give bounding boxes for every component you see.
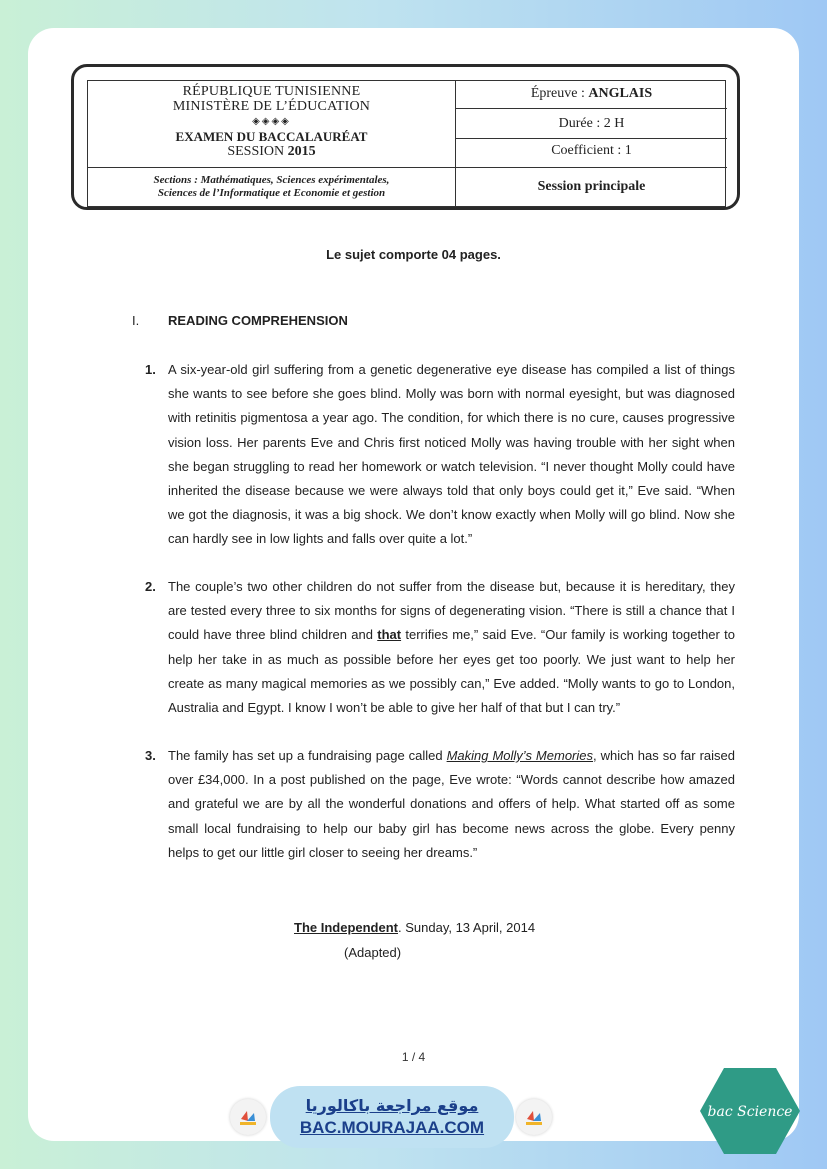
adapted-note: (Adapted) bbox=[344, 945, 402, 960]
epreuve-label: Épreuve : bbox=[530, 86, 585, 101]
source-citation bbox=[294, 920, 535, 935]
session-type-cell: Session principale bbox=[537, 179, 646, 194]
subject-name: ANGLAIS bbox=[588, 86, 653, 101]
section-heading bbox=[132, 313, 348, 328]
page-count-note: Le sujet comporte 04 pages. bbox=[326, 247, 501, 262]
paragraph-1 bbox=[145, 358, 735, 552]
paragraph-3 bbox=[145, 744, 735, 865]
sections-line-1: Sections : Mathématiques, Sciences expérimentales, bbox=[153, 174, 390, 186]
site-link[interactable]: BAC.MOURAJAA.COM bbox=[299, 1118, 485, 1137]
bac-science-badge bbox=[698, 1066, 802, 1156]
header-institution-block bbox=[88, 81, 456, 168]
paragraph-text: The family has set up a fundraising page called bbox=[168, 748, 447, 763]
badge-text: bac Science bbox=[707, 1104, 793, 1120]
document-page bbox=[28, 28, 799, 1141]
session-label: SESSION bbox=[227, 144, 285, 159]
subject-cell bbox=[456, 81, 727, 109]
paragraph-text: The couple’s two other children do not suffer from the disease but, because it is hereditary, they are tested every three to six months for signs of degenerating vision. “There is still a chance that I could have three blind children and bbox=[168, 579, 735, 643]
right-logo-icon bbox=[516, 1099, 552, 1135]
coefficient-cell: Coefficient : 1 bbox=[456, 139, 727, 168]
exam-header-frame bbox=[71, 64, 740, 210]
paragraph-number: 1. bbox=[145, 362, 156, 377]
sections-list bbox=[88, 168, 456, 207]
section-title: READING COMPREHENSION bbox=[168, 313, 348, 328]
fundraising-page-name: Making Molly’s Memories bbox=[446, 748, 594, 763]
exam-session bbox=[88, 144, 455, 159]
sections-line-2: Sciences de l’Informatique et Economie et gestion bbox=[157, 187, 386, 199]
paragraph-text: A six-year-old girl suffering from a genetic degenerative eye disease has compiled a list of things she wants to see before she goes blind. Molly was born with normal eyesight, but was diagnosed with retinitis pigmentosa a year ago. The condition, for which there is no cure, causes progressive vision loss. Her parents Eve and Chris first noticed Molly was having trouble with her sight when she began struggling to read her homework or watch television. “I never thought Molly could have inherited the disease because we were always told that only boys could get it,” Eve said. “When we got the diagnosis, it was a big shock. We don’t know exactly when Molly will go blind. Now she can hardly see in low lights and falls over quite a lot.” bbox=[168, 362, 735, 547]
ministry-name: MINISTÈRE DE L’ÉDUCATION bbox=[172, 99, 371, 114]
underlined-word: that bbox=[377, 627, 402, 643]
page-number: 1 / 4 bbox=[401, 1050, 426, 1064]
site-arabic-name[interactable]: موقع مراجعة باكالوريا bbox=[305, 1096, 479, 1115]
paragraph-text-continued: , which has so far raised over £34,000. In a post published on the page, Eve wrote: “Words cannot describe how amazed and grateful we are by all the wonderful donations and offers of help. What started off as some small local fundraising to help our baby girl has become news across the globe. Every penny helps to get our little girl closer to seeing her dreams.” bbox=[168, 748, 735, 860]
left-logo-icon bbox=[230, 1099, 266, 1135]
section-number: I. bbox=[132, 313, 140, 328]
publication-date: . Sunday, 13 April, 2014 bbox=[398, 920, 536, 935]
paragraph-2 bbox=[145, 575, 735, 720]
session-year: 2015 bbox=[287, 144, 316, 159]
duration-cell: Durée : 2 H bbox=[456, 109, 727, 139]
exam-name: EXAMEN DU BACCALAURÉAT bbox=[175, 129, 368, 144]
site-banner[interactable] bbox=[270, 1086, 514, 1148]
exam-header-table bbox=[87, 80, 726, 207]
publication-name: The Independent bbox=[294, 920, 398, 935]
ornament-divider: ◈◈◈◈ bbox=[252, 116, 291, 127]
paragraph-number: 3. bbox=[145, 748, 156, 763]
paragraph-text-continued: terrifies me,” said Eve. “Our family is working together to help her take in as much as possible before her eyes get too poorly. We just want to help her create as many magical memories as we possibly can,” Eve added. “Molly wants to go to London, Australia and Egypt. I know I won’t be able to give her half of that but I can try.” bbox=[168, 627, 735, 716]
paragraph-number: 2. bbox=[145, 579, 156, 594]
country-name: RÉPUBLIQUE TUNISIENNE bbox=[182, 84, 361, 99]
